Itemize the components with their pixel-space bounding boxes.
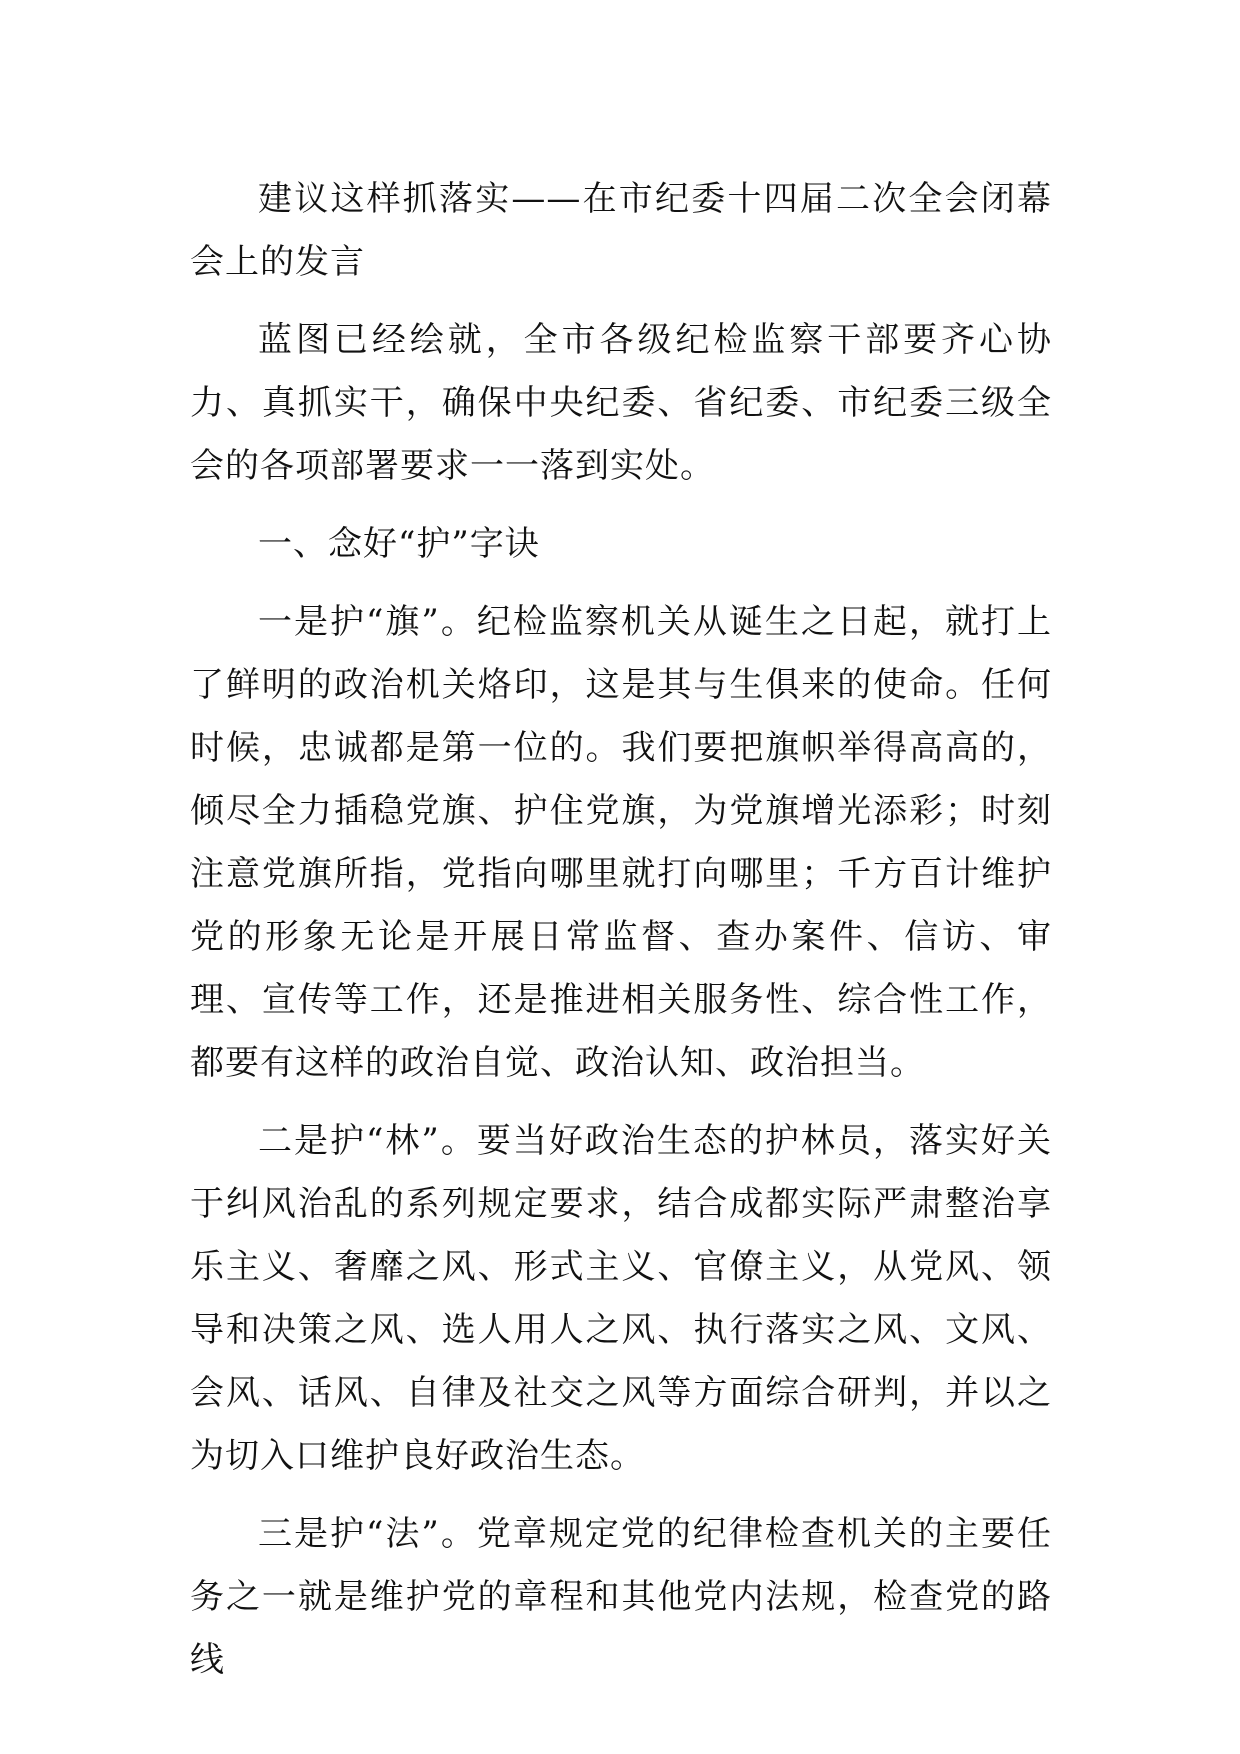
- paragraph-flag: 一是护“旗”。纪检监察机关从诞生之日起，就打上了鲜明的政治机关烙印，这是其与生俱来的使命。任何时候，忠诚都是第一位的。我们要把旗帜举得高高的，倾尽全力插稳党旗、护住党旗，为党旗增光添彩；时刻注意党旗所指，党指向哪里就打向哪里；千方百计维护党的形象无论是开展日常监督、查办案件、信访、审理、宣传等工作，还是推进相关服务性、综合性工作，都要有这样的政治自觉、政治认知、政治担当。: [190, 602, 1052, 1083]
- paragraph-law: 三是护“法”。党章规定党的纪律检查机关的主要任务之一就是维护党的章程和其他党内法规，检查党的路线: [190, 1514, 1052, 1680]
- document-body: [190, 168, 1052, 1707]
- paragraph-forest: 二是护“林”。要当好政治生态的护林员，落实好关于纠风治乱的系列规定要求，结合成都实际严肃整治享乐主义、奢靡之风、形式主义、官僚主义，从党风、领导和决策之风、选人用人之风、执行落实之风、文风、会风、话风、自律及社交之风等方面综合研判，并以之为切入口维护良好政治生态。: [190, 1121, 1052, 1476]
- section-heading: 一、念好“护”字诀: [258, 524, 540, 564]
- paragraph-intro: 蓝图已经绘就，全市各级纪检监察干部要齐心协力、真抓实干，确保中央纪委、省纪委、市纪委三级全会的各项部署要求一一落到实处。: [190, 320, 1052, 486]
- document-title: 建议这样抓落实——在市纪委十四届二次全会闭幕会上的发言: [190, 179, 1052, 282]
